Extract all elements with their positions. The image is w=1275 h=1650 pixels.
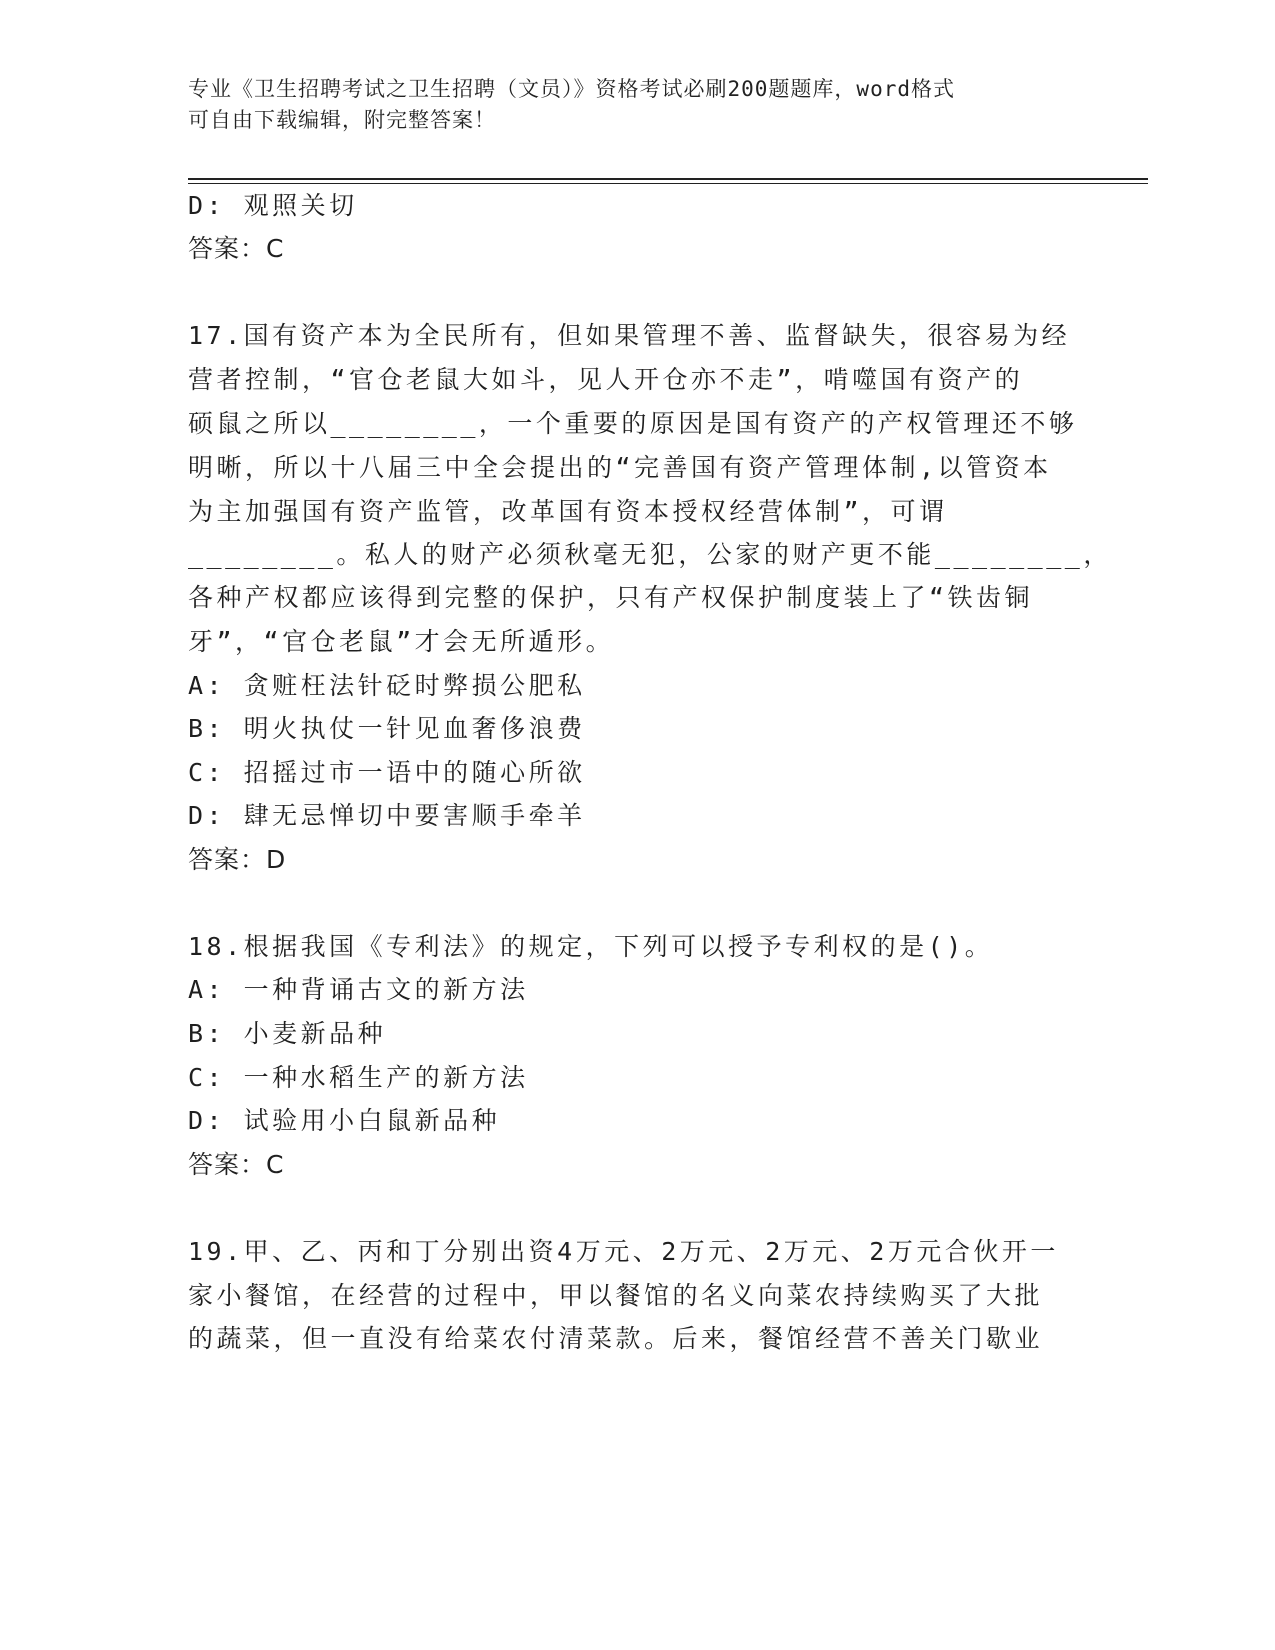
- q17-stem-line: ________。私人的财产必须秋毫无犯，公家的财产更不能________，: [188, 540, 1112, 569]
- q17-stem-line: 为主加强国有资产监管，改革国有资本授权经营体制”，可谓: [188, 497, 948, 526]
- header-rule-thin: [188, 183, 1148, 184]
- q17-stem-line: 明晰，所以十八届三中全会提出的“完善国有资产管理体制,以管资本: [188, 453, 1052, 482]
- q19-stem-line: 家小餐馆，在经营的过程中，甲以餐馆的名义向菜农持续购买了大批: [188, 1281, 1044, 1310]
- answer: 答案：C: [188, 234, 285, 263]
- q17-option-c: C: 招摇过市一语中的随心所欲: [188, 758, 586, 787]
- q18-option-c: C: 一种水稻生产的新方法: [188, 1063, 529, 1092]
- q17-stem-line: 硕鼠之所以________，一个重要的原因是国有资产的产权管理还不够: [188, 409, 1078, 438]
- q19-stem-line: 的蔬菜，但一直没有给菜农付清菜款。后来，餐馆经营不善关门歇业: [188, 1324, 1044, 1353]
- header-rule-thick: [188, 178, 1148, 180]
- q17-stem-line: 各种产权都应该得到完整的保护，只有产权保护制度装上了“铁齿铜: [188, 583, 1034, 612]
- q18-option-b: B: 小麦新品种: [188, 1019, 387, 1048]
- q17-option-d: D: 肆无忌惮切中要害顺手牵羊: [188, 801, 586, 830]
- q17-answer: 答案：D: [188, 845, 287, 874]
- q18-answer: 答案：C: [188, 1150, 285, 1179]
- q18-stem-line: 18.根据我国《专利法》的规定，下列可以授予专利权的是()。: [188, 932, 994, 961]
- q17-stem-line: 营者控制，“官仓老鼠大如斗，见人开仓亦不走”，啃噬国有资产的: [188, 365, 1024, 394]
- q17-stem-line: 牙”，“官仓老鼠”才会无所遁形。: [188, 627, 615, 656]
- header-line-2: 可自由下载编辑，附完整答案！: [188, 108, 496, 132]
- page-header: [188, 74, 1088, 136]
- q17-stem-line: 17.国有资产本为全民所有，但如果管理不善、监督缺失，很容易为经: [188, 321, 1071, 350]
- q17-option-a: A: 贪赃枉法针砭时弊损公肥私: [188, 671, 586, 700]
- q18-option-a: A: 一种背诵古文的新方法: [188, 975, 529, 1004]
- option-d: D: 观照关切: [188, 191, 358, 220]
- header-line-1: 专业《卫生招聘考试之卫生招聘（文员）》资格考试必刷200题题库，word格式: [188, 77, 955, 101]
- q18-option-d: D: 试验用小白鼠新品种: [188, 1106, 501, 1135]
- q17-option-b: B: 明火执仗一针见血奢侈浪费: [188, 714, 586, 743]
- q19-stem-line: 19.甲、乙、丙和丁分别出资4万元、2万元、2万元、2万元合伙开一: [188, 1237, 1059, 1266]
